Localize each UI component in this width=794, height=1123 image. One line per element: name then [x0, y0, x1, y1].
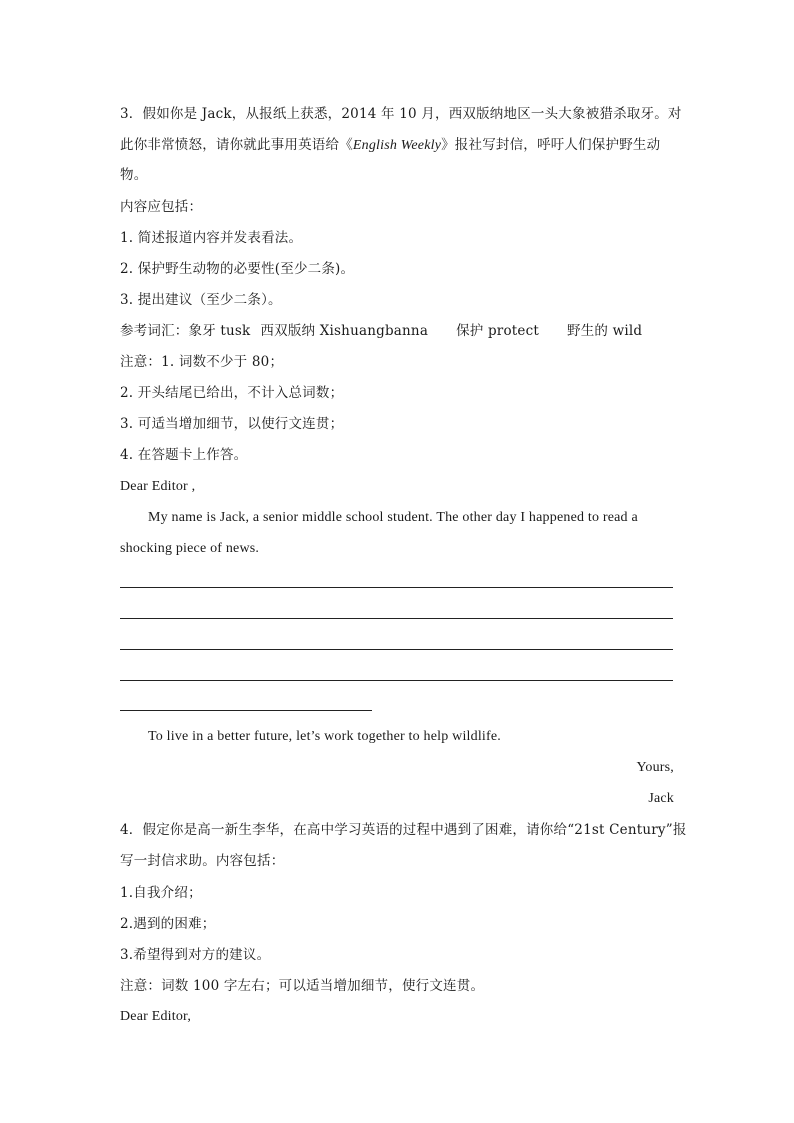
q3-note-4: 4. 在答题卡上作答。 [120, 447, 248, 463]
q3-opening-line-2: shocking piece of news. [120, 541, 260, 556]
q4-content-item-1: 1.自我介绍； [120, 885, 202, 901]
vocab-wild: 野生的 wild [567, 323, 643, 339]
q3-signoff: Yours, [636, 760, 674, 775]
q4-note: 注意：词数 100 字左右；可以适当增加细节，使行文连贯。 [120, 978, 485, 994]
q3-salutation: Dear Editor , [120, 479, 196, 494]
q3-prompt-line-3: 物。 [120, 167, 148, 183]
q4-content-item-2: 2.遇到的困难； [120, 916, 216, 932]
q4-prompt-line-1: 4．假定你是高一新生李华，在高中学习英语的过程中遇到了困难，请你给“21st Century”报 [120, 822, 687, 838]
vocab-protect: 保护 protect [456, 323, 539, 339]
answer-line [120, 618, 673, 619]
q3-prompt-line-2-start: 此你非常愤怒，请你就此事用英语给《 [120, 137, 353, 153]
q3-closing: To live in a better future, let’s work together to help wildlife. [148, 729, 501, 744]
q3-content-label: 内容应包括： [120, 199, 203, 215]
q3-opening-line-1: My name is Jack, a senior middle school student. The other day I happened to read a [148, 510, 638, 525]
q4-content-item-3: 3.希望得到对方的建议。 [120, 947, 271, 963]
q3-content-item-2: 2. 保护野生动物的必要性(至少二条)。 [120, 261, 355, 277]
vocab-xishuangbanna: 西双版纳 Xishuangbanna [260, 323, 429, 339]
q3-vocab-line [120, 321, 675, 341]
q4-prompt-line-2: 写一封信求助。内容包括： [120, 853, 285, 869]
q3-prompt-line-1: 3．假如你是 Jack，从报纸上获悉，2014 年 10 月，西双版纳地区一头大象被猎杀取牙。对 [120, 106, 682, 122]
journal-name: English Weekly [352, 138, 442, 153]
q3-note-3: 3. 可适当增加细节，以使行文连贯； [120, 416, 344, 432]
q3-prompt-line-2 [120, 135, 675, 156]
answer-line-short [120, 710, 372, 711]
vocab-label: 参考词汇： [120, 323, 189, 339]
q3-content-item-1: 1. 简述报道内容并发表看法。 [120, 230, 303, 246]
answer-line [120, 680, 673, 681]
q3-note-1: 注意：1. 词数不少于 80； [120, 354, 284, 370]
q3-note-2: 2. 开头结尾已给出，不计入总词数； [120, 385, 344, 401]
answer-line [120, 649, 673, 650]
q4-salutation: Dear Editor, [120, 1009, 192, 1024]
q3-prompt-line-2-end: 》报社写封信，呼吁人们保护野生动 [441, 137, 661, 153]
q3-signature: Jack [648, 791, 674, 806]
answer-line [120, 587, 673, 588]
vocab-tusk: 象牙 tusk [188, 323, 251, 339]
q3-content-item-3: 3. 提出建议（至少二条）。 [120, 292, 282, 308]
